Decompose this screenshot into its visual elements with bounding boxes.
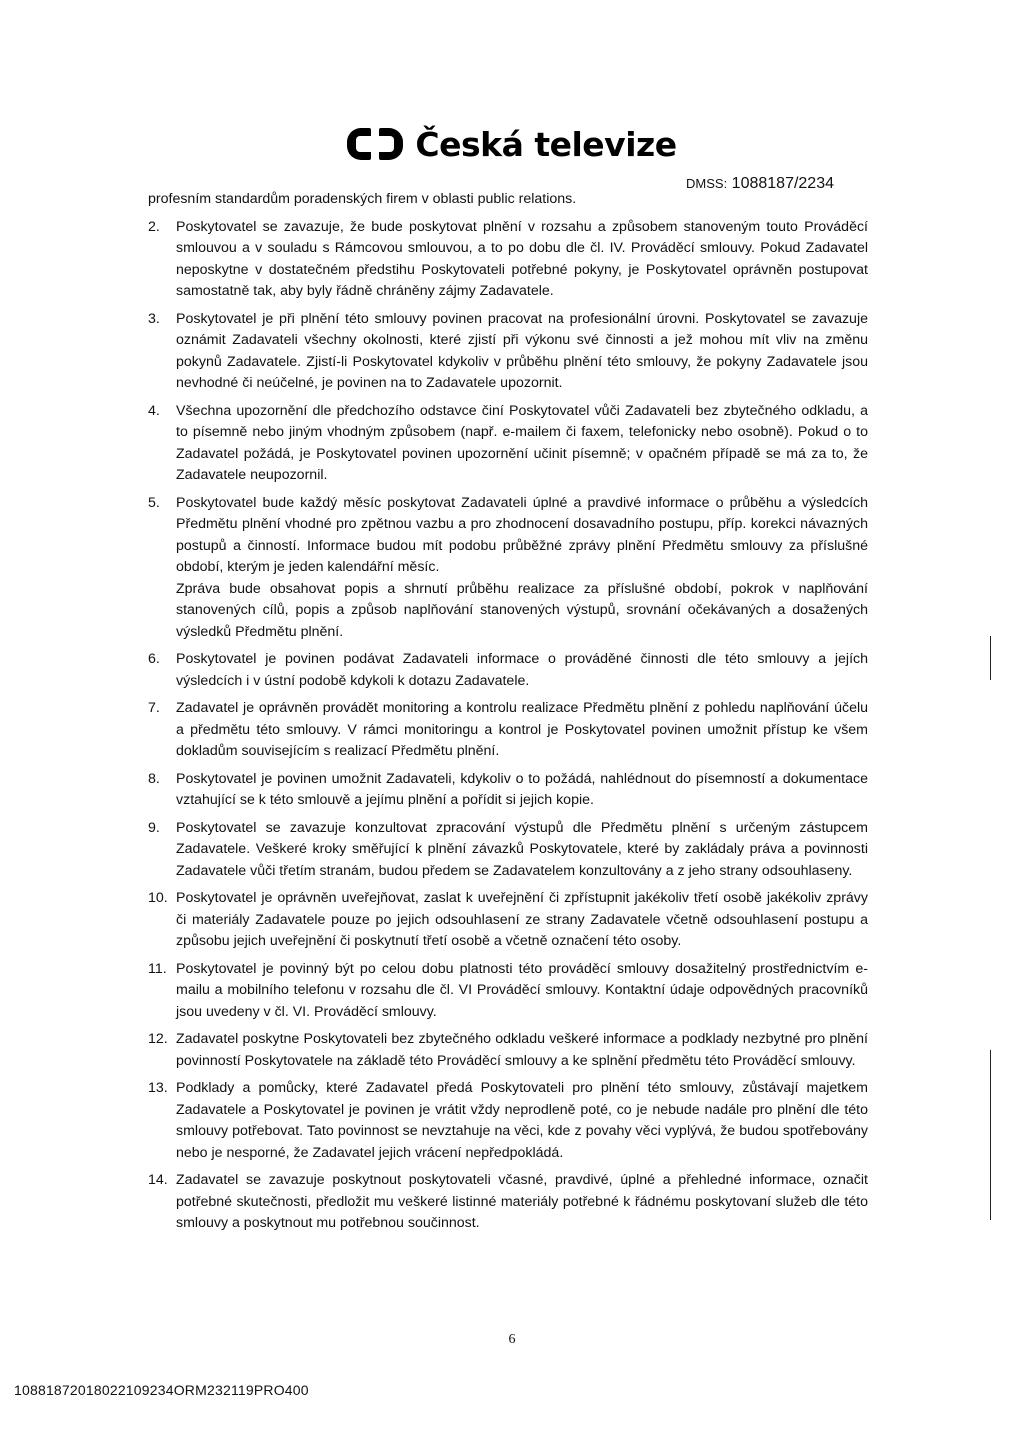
list-item bbox=[148, 818, 868, 883]
list-item bbox=[148, 217, 868, 303]
item-text: Poskytovatel se zavazuje, že bude poskytovat plnění v rozsahu a způsobem stanoveným touto Prováděcí smlouvou a v souladu s Rámcovou smlouvou, a to po dobu dle čl. IV. Prováděcí smlouvy. Pokud Zadavatel neposkytne v dostatečném předstihu Poskytovateli potřebné pokyny, je Poskytovatel oprávněn postupovat samostatně tak, aby byly řádně chráněny zájmy Zadavatele. bbox=[176, 218, 868, 299]
item-text: Poskytovatel se zavazuje konzultovat zpracování výstupů dle Předmětu plnění s určeným zástupcem Zadavatele. Veškeré kroky směřující k plnění závazků Poskytovatele, které by zakládaly práva a povinnosti Zadavatele vůči třetím stranám, budou předem se Zadavatelem konzultovány a z jeho strany odsouhlaseny. bbox=[176, 819, 868, 879]
list-item bbox=[148, 698, 868, 763]
item-text-continued: Zpráva bude obsahovat popis a shrnutí průběhu realizace za příslušné období, pokrok v naplňování stanovených cílů, popis a způsob naplňování stanovených výstupů, srovnání očekávaných a dosažených výsledků Předmětu plnění. bbox=[176, 580, 868, 640]
item-text: Poskytovatel je při plnění této smlouvy povinen pracovat na profesionální úrovni. Poskytovatel se zavazuje oznámit Zadavateli všechny okolnosti, které zjistí při výkonu své činnosti a jež mohou mít vliv na změnu pokynů Zadavatele. Zjistí-li Poskytovatel kdykoliv v průběhu plnění této smlouvy, že pokyny Zadavatele jsou nevhodné či neúčelné, je povinen na to Zadavatele upozornit. bbox=[176, 310, 868, 391]
item-number: 8. bbox=[148, 770, 160, 787]
item-number: 7. bbox=[148, 700, 160, 716]
list-item bbox=[148, 888, 868, 953]
ct-logo-icon bbox=[347, 124, 403, 164]
scan-artifact-line bbox=[990, 636, 991, 680]
item-number: 13. bbox=[148, 1080, 168, 1096]
item-text: Zadavatel poskytne Poskytovateli bez zbytečného odkladu veškeré informace a podklady nezbytné pro plnění povinností Poskytovatele na základě této Prováděcí smlouvy a ke splnění předmětu této Prováděcí smlouvy. bbox=[176, 1031, 868, 1069]
document-code: 10881872018022109234ORM232119PRO400 bbox=[14, 1382, 309, 1398]
ceska-televize-logo bbox=[0, 122, 1024, 166]
item-text: Zadavatel se zavazuje poskytnout poskytovateli včasné, pravdivé, úplné a přehledné informace, označit potřebné skutečnosti, předložit mu veškeré listinné materiály potřebné k řádnému poskytovaní služeb dle této smlouvy a poskytnout mu potřebnou součinnost. bbox=[176, 1172, 868, 1231]
item-number: 14. bbox=[148, 1172, 168, 1188]
list-item bbox=[148, 1170, 868, 1235]
item-number: 9. bbox=[148, 819, 160, 836]
item-number: 2. bbox=[148, 218, 160, 235]
item-text: Poskytovatel je oprávněn uveřejňovat, zaslat k uveřejnění či zpřístupnit jakékoliv třetí osobě jakékoliv zprávy či materiály Zadavatele pouze po jejich odsouhlasení ze strany Zadavatele včetně odsouhlasení postupu a způsobu jejich uveřejnění či poskytnutí třetí osobě a včetně označení této osoby. bbox=[176, 890, 868, 949]
list-item bbox=[148, 401, 868, 487]
list-item bbox=[148, 309, 868, 395]
item-number: 4. bbox=[148, 402, 160, 419]
scan-artifact-line bbox=[990, 1050, 991, 1220]
item-number: 12. bbox=[148, 1031, 168, 1047]
page-number: 6 bbox=[508, 1332, 516, 1347]
item-text: Zadavatel je oprávněn provádět monitoring a kontrolu realizace Předmětu plnění z pohledu naplňování účelu a předmětu této smlouvy. V rámci monitoringu a kontrol je Poskytovatel povinen umožnit přístup ke všem dokladům souvisejícím s realizací Předmětu plnění. bbox=[176, 700, 868, 759]
dmss-label: DMSS: bbox=[686, 176, 728, 191]
item-number: 5. bbox=[148, 494, 160, 511]
item-text: Poskytovatel je povinný být po celou dobu platnosti této prováděcí smlouvy dosažitelný prostřednictvím e-mailu a mobilního telefonu v rozsahu dle čl. VI Prováděcí smlouvy. Kontaktní údaje odpovědných pracovníků jsou uvedeny v čl. VI. Prováděcí smlouvy. bbox=[176, 960, 868, 1020]
item-text: Poskytovatel je povinen podávat Zadavateli informace o prováděné činnosti dle této smlouvy a jejích výsledcích i v ústní podobě kdykoli k dotazu Zadavatele. bbox=[176, 651, 868, 689]
list-item bbox=[148, 769, 868, 812]
list-item bbox=[148, 1078, 868, 1164]
list-item bbox=[148, 1029, 868, 1072]
item-number: 3. bbox=[148, 310, 160, 327]
list-item bbox=[148, 959, 868, 1024]
list-item bbox=[148, 493, 868, 644]
item-text: Všechna upozornění dle předchozího odstavce činí Poskytovatel vůči Zadavateli bez zbytečného odkladu, a to písemně nebo jiným vhodným způsobem (např. e-mailem či faxem, telefonicky nebo osobně). Pokud o to Zadavatel požádá, je Poskytovatel povinen upozornění učinit písemně; v opačném případě se má za to, že Zadavatele neupozornil. bbox=[176, 402, 868, 483]
document-body bbox=[148, 189, 868, 1235]
list-item bbox=[148, 649, 868, 692]
item-number: 10. bbox=[148, 890, 168, 906]
dmss-number: 1088187/2234 bbox=[731, 175, 834, 192]
intro-line: profesním standardům poradenských firem v oblasti public relations. bbox=[148, 191, 577, 207]
logo-text: Česká televize bbox=[415, 124, 677, 164]
item-number: 11. bbox=[148, 960, 167, 977]
item-text: Poskytovatel je povinen umožnit Zadavateli, kdykoliv o to požádá, nahlédnout do písemností a dokumentace vztahující se k této smlouvě a jejímu plnění a pořídit si jejich kopie. bbox=[176, 770, 868, 808]
item-text: Podklady a pomůcky, které Zadavatel předá Poskytovateli pro plnění této smlouvy, zůstávají majetkem Zadavatele a Poskytovatel je povinen je vrátit vždy neprodleně poté, co je nebude nadále pro plnění dle této smlouvy potřebovat. Tato povinnost se nevztahuje na věci, kde z povahy věci vyplývá, že budou spotřebovány nebo je nesporné, že Zadavatel jejich vrácení nepředpokládá. bbox=[176, 1080, 868, 1161]
item-text: Poskytovatel bude každý měsíc poskytovat Zadavateli úplné a pravdivé informace o průběhu a výsledcích Předmětu plnění vhodné pro zpětnou vazbu a pro zhodnocení dosavadního postupu, příp. korekci návazných postupů a činností. Informace budou mít podobu průběžné zprávy plnění Předmětu smlouvy za příslušné období, kterým je jeden kalendářní měsíc. bbox=[176, 494, 868, 575]
item-number: 6. bbox=[148, 651, 160, 667]
